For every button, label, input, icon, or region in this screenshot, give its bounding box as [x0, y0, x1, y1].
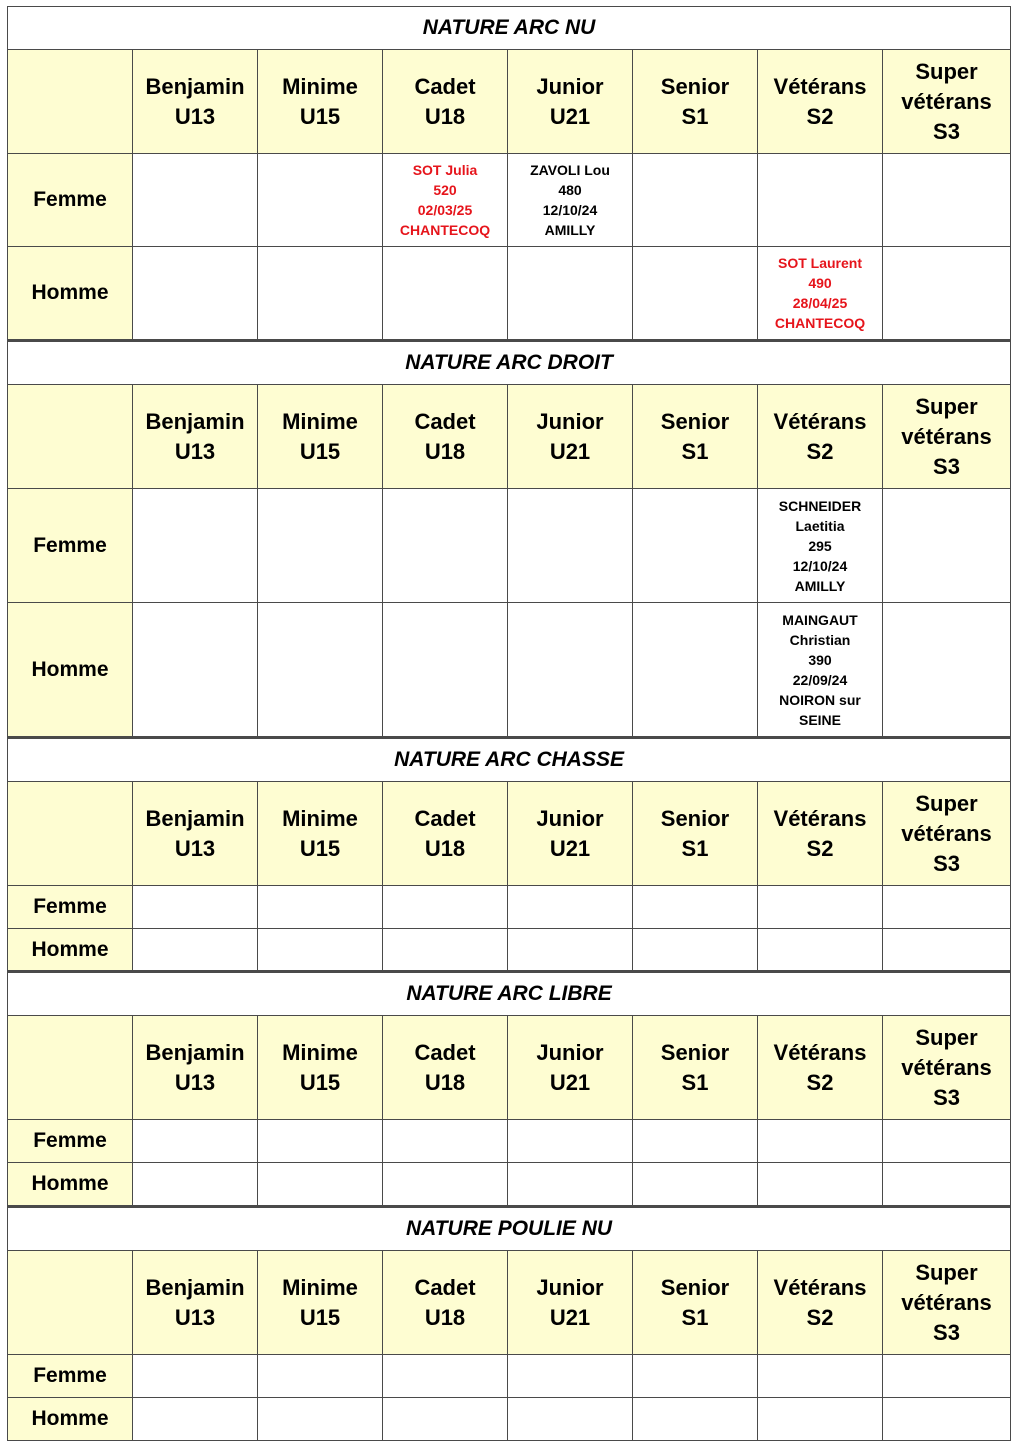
category-header-cadet: [383, 782, 508, 886]
record-cell: [508, 247, 633, 340]
section-title-row: [8, 341, 1011, 385]
category-header-super-veterans: [883, 1251, 1011, 1355]
category-header-benjamin: [133, 385, 258, 489]
header-corner: [8, 1251, 133, 1355]
category-label: S3: [933, 118, 960, 144]
record-cell: [383, 929, 508, 971]
record-cell: [508, 1355, 633, 1398]
record-cell: [383, 1163, 508, 1206]
section-title-row: [8, 7, 1011, 50]
category-label: S2: [806, 103, 834, 129]
record-place: CHANTECOQ: [399, 222, 491, 238]
section-title: NATURE ARC NU: [8, 7, 1011, 50]
category-header-super-veterans: [883, 50, 1011, 154]
category-label: Junior: [536, 73, 604, 99]
record-cell: [133, 489, 258, 603]
record-cell: [883, 1355, 1011, 1398]
record-date: 22/09/24: [792, 671, 848, 688]
category-header-junior: [508, 50, 633, 154]
category-label: U13: [174, 1304, 216, 1330]
category-header-veterans: [758, 50, 883, 154]
row-label-femme: Femme: [8, 1355, 133, 1398]
record-cell: [508, 1120, 633, 1163]
record-cell: [258, 1163, 383, 1206]
row-label-homme: Homme: [8, 603, 133, 737]
row-label-femme: Femme: [8, 154, 133, 247]
record-cell: [883, 1120, 1011, 1163]
category-label: Vétérans: [773, 805, 867, 831]
record-cell: [508, 1398, 633, 1441]
record-cell: [633, 154, 758, 247]
record-cell: [883, 886, 1011, 929]
category-header-benjamin: [133, 50, 258, 154]
record-cell: [633, 1355, 758, 1398]
category-label: Benjamin: [145, 1039, 245, 1065]
row-femme: [8, 886, 1011, 929]
record-cell: [633, 603, 758, 737]
category-label: Cadet: [414, 408, 476, 434]
category-label: vétérans: [901, 423, 992, 449]
category-label: U15: [299, 103, 341, 129]
record-date: 12/10/24: [542, 202, 598, 218]
record-cell: [758, 886, 883, 929]
category-header-cadet: [383, 385, 508, 489]
category-label: Cadet: [414, 1039, 476, 1065]
record-cell: [883, 1398, 1011, 1441]
header-corner: [8, 385, 133, 489]
row-label-femme: Femme: [8, 489, 133, 603]
category-label: S1: [681, 103, 709, 129]
record-cell: [133, 247, 258, 340]
section-table: [7, 737, 1011, 971]
record-name: SCHNEIDER: [778, 497, 862, 514]
category-label: S2: [806, 1304, 834, 1330]
category-header-row: [8, 782, 1011, 886]
record-cell: [133, 603, 258, 737]
section-title: NATURE ARC CHASSE: [8, 738, 1011, 782]
category-label: S1: [681, 1304, 709, 1330]
record-cell: [133, 154, 258, 247]
record-cell: [633, 1398, 758, 1441]
record-cell: [633, 929, 758, 971]
category-label: U21: [549, 1069, 591, 1095]
category-header-junior: [508, 385, 633, 489]
category-header-cadet: [383, 1016, 508, 1120]
category-label: U18: [424, 1304, 466, 1330]
record-cell: [758, 1120, 883, 1163]
record-place: NOIRON sur: [779, 691, 861, 708]
record-cell: [383, 489, 508, 603]
category-header-row: [8, 1251, 1011, 1355]
row-label-homme: Homme: [8, 1398, 133, 1441]
category-header-senior: [633, 50, 758, 154]
category-label: Minime: [282, 408, 358, 434]
category-label: U15: [299, 1069, 341, 1095]
category-label: Minime: [282, 1039, 358, 1065]
record-cell: [258, 1355, 383, 1398]
section-title: NATURE ARC LIBRE: [8, 972, 1011, 1016]
record-cell: [508, 929, 633, 971]
record-cell: [758, 929, 883, 971]
category-label: U15: [299, 438, 341, 464]
record-score: 390: [808, 651, 832, 668]
category-header-veterans: [758, 782, 883, 886]
record-score: 520: [433, 182, 457, 198]
category-label: Vétérans: [773, 1274, 867, 1300]
category-label: Super: [915, 1024, 978, 1050]
record-place: SEINE: [798, 711, 841, 728]
category-label: vétérans: [901, 820, 992, 846]
section-title: NATURE ARC DROIT: [8, 341, 1011, 385]
category-label: S1: [681, 438, 709, 464]
category-label: Junior: [536, 1039, 604, 1065]
category-header-veterans: [758, 1251, 883, 1355]
category-label: Minime: [282, 805, 358, 831]
record-cell: [508, 1163, 633, 1206]
row-label-homme: Homme: [8, 247, 133, 340]
section-title-row: [8, 738, 1011, 782]
record-cell: [258, 1120, 383, 1163]
category-header-veterans: [758, 1016, 883, 1120]
category-label: Senior: [660, 1274, 730, 1300]
category-label: S2: [806, 1069, 834, 1095]
category-label: U13: [174, 438, 216, 464]
record-cell: [508, 489, 633, 603]
record-name: Laetitia: [795, 517, 845, 534]
row-label-homme: Homme: [8, 1163, 133, 1206]
record-cell: [633, 489, 758, 603]
category-header-super-veterans: [883, 1016, 1011, 1120]
record-cell: [633, 886, 758, 929]
category-label: Cadet: [414, 1274, 476, 1300]
category-label: S3: [933, 1084, 960, 1110]
category-label: vétérans: [901, 1054, 992, 1080]
category-label: Super: [915, 1259, 978, 1285]
row-femme: [8, 1355, 1011, 1398]
record-cell: [883, 247, 1011, 340]
record-cell: [133, 929, 258, 971]
category-header-minime: [258, 385, 383, 489]
record-cell: [258, 489, 383, 603]
category-header-minime: [258, 782, 383, 886]
record-cell: [258, 929, 383, 971]
category-label: Benjamin: [145, 73, 245, 99]
category-label: Benjamin: [145, 408, 245, 434]
category-label: Junior: [536, 408, 604, 434]
category-header-minime: [258, 1016, 383, 1120]
category-label: Junior: [536, 1274, 604, 1300]
record-cell: [258, 247, 383, 340]
record-name: ZAVOLI Lou: [530, 162, 610, 178]
record-cell-femme-cadet: [383, 154, 508, 247]
record-score: 490: [808, 275, 832, 291]
record-name: Christian: [789, 631, 851, 648]
category-label: U18: [424, 438, 466, 464]
row-homme: [8, 929, 1011, 971]
row-homme: [8, 247, 1011, 340]
row-label-homme: Homme: [8, 929, 133, 971]
category-label: S1: [681, 835, 709, 861]
category-header-benjamin: [133, 782, 258, 886]
record-cell-homme-veterans: [758, 603, 883, 737]
section-title: NATURE POULIE NU: [8, 1207, 1011, 1251]
category-label: U13: [174, 1069, 216, 1095]
section-title-row: [8, 1207, 1011, 1251]
category-header-row: [8, 385, 1011, 489]
category-header-senior: [633, 782, 758, 886]
row-label-femme: Femme: [8, 886, 133, 929]
record-place: AMILLY: [794, 577, 846, 594]
category-label: U21: [549, 438, 591, 464]
category-header-senior: [633, 385, 758, 489]
category-label: Cadet: [414, 805, 476, 831]
record-cell: [383, 1355, 508, 1398]
category-label: Cadet: [414, 73, 476, 99]
category-header-senior: [633, 1016, 758, 1120]
record-cell: [258, 1398, 383, 1441]
category-label: U13: [174, 835, 216, 861]
records-sheet: [7, 6, 1010, 1441]
record-cell: [758, 154, 883, 247]
record-cell: [758, 1163, 883, 1206]
category-label: Vétérans: [773, 408, 867, 434]
row-homme: [8, 603, 1011, 737]
record-cell: [133, 886, 258, 929]
row-label-femme: Femme: [8, 1120, 133, 1163]
record-cell: [258, 886, 383, 929]
record-cell: [883, 603, 1011, 737]
category-label: Senior: [660, 408, 730, 434]
row-femme: [8, 1120, 1011, 1163]
category-header-minime: [258, 50, 383, 154]
record-cell: [383, 1398, 508, 1441]
section-table: [7, 1206, 1011, 1441]
category-label: Senior: [660, 1039, 730, 1065]
category-header-minime: [258, 1251, 383, 1355]
record-cell: [883, 1163, 1011, 1206]
category-label: U18: [424, 835, 466, 861]
category-label: S3: [933, 850, 960, 876]
category-label: U21: [549, 835, 591, 861]
record-cell: [633, 247, 758, 340]
record-score: 295: [808, 537, 832, 554]
record-cell: [383, 247, 508, 340]
record-cell-femme-junior: [508, 154, 633, 247]
section-table: [7, 6, 1011, 340]
record-name: SOT Julia: [412, 162, 478, 178]
record-cell: [133, 1120, 258, 1163]
record-cell: [633, 1163, 758, 1206]
record-cell: [758, 1398, 883, 1441]
category-label: Junior: [536, 805, 604, 831]
record-cell: [383, 603, 508, 737]
category-label: Minime: [282, 1274, 358, 1300]
record-cell: [133, 1398, 258, 1441]
category-header-super-veterans: [883, 782, 1011, 886]
category-label: Senior: [660, 805, 730, 831]
category-label: U18: [424, 103, 466, 129]
category-label: U15: [299, 835, 341, 861]
category-header-junior: [508, 782, 633, 886]
category-label: S1: [681, 1069, 709, 1095]
section-table: [7, 340, 1011, 737]
record-name: SOT Laurent: [777, 255, 862, 271]
record-cell: [258, 603, 383, 737]
record-cell: [258, 154, 383, 247]
category-label: S2: [806, 835, 834, 861]
category-header-super-veterans: [883, 385, 1011, 489]
row-homme: [8, 1398, 1011, 1441]
record-cell: [383, 886, 508, 929]
category-label: S2: [806, 438, 834, 464]
record-cell: [508, 886, 633, 929]
category-label: Benjamin: [145, 1274, 245, 1300]
category-label: Vétérans: [773, 1039, 867, 1065]
category-label: vétérans: [901, 1289, 992, 1315]
category-label: U13: [174, 103, 216, 129]
record-date: 28/04/25: [792, 295, 848, 311]
section-title-row: [8, 972, 1011, 1016]
category-label: Super: [915, 393, 978, 419]
category-header-senior: [633, 1251, 758, 1355]
category-label: Super: [915, 58, 978, 84]
category-header-benjamin: [133, 1016, 258, 1120]
category-label: Vétérans: [773, 73, 867, 99]
record-score: 480: [558, 182, 582, 198]
record-place: CHANTECOQ: [774, 315, 866, 331]
record-name: MAINGAUT: [782, 611, 858, 628]
category-header-junior: [508, 1251, 633, 1355]
record-cell: [883, 154, 1011, 247]
record-cell: [133, 1163, 258, 1206]
category-label: S3: [933, 1319, 960, 1345]
category-label: U21: [549, 103, 591, 129]
category-label: U18: [424, 1069, 466, 1095]
row-femme: [8, 489, 1011, 603]
category-header-cadet: [383, 1251, 508, 1355]
record-cell-femme-veterans: [758, 489, 883, 603]
category-label: U15: [299, 1304, 341, 1330]
category-label: Senior: [660, 73, 730, 99]
category-label: vétérans: [901, 88, 992, 114]
record-cell: [133, 1355, 258, 1398]
record-cell: [883, 929, 1011, 971]
category-label: S3: [933, 453, 960, 479]
record-date: 02/03/25: [417, 202, 473, 218]
category-header-row: [8, 50, 1011, 154]
category-header-junior: [508, 1016, 633, 1120]
record-cell: [758, 1355, 883, 1398]
category-header-benjamin: [133, 1251, 258, 1355]
header-corner: [8, 782, 133, 886]
header-corner: [8, 50, 133, 154]
record-cell-homme-veterans: [758, 247, 883, 340]
record-cell: [508, 603, 633, 737]
category-header-row: [8, 1016, 1011, 1120]
category-header-cadet: [383, 50, 508, 154]
record-cell: [633, 1120, 758, 1163]
category-label: Super: [915, 790, 978, 816]
record-place: AMILLY: [544, 222, 596, 238]
record-cell: [383, 1120, 508, 1163]
row-homme: [8, 1163, 1011, 1206]
row-femme: [8, 154, 1011, 247]
category-label: U21: [549, 1304, 591, 1330]
category-header-veterans: [758, 385, 883, 489]
category-label: Benjamin: [145, 805, 245, 831]
category-label: Minime: [282, 73, 358, 99]
section-table: [7, 971, 1011, 1206]
record-date: 12/10/24: [792, 557, 848, 574]
record-cell: [883, 489, 1011, 603]
header-corner: [8, 1016, 133, 1120]
